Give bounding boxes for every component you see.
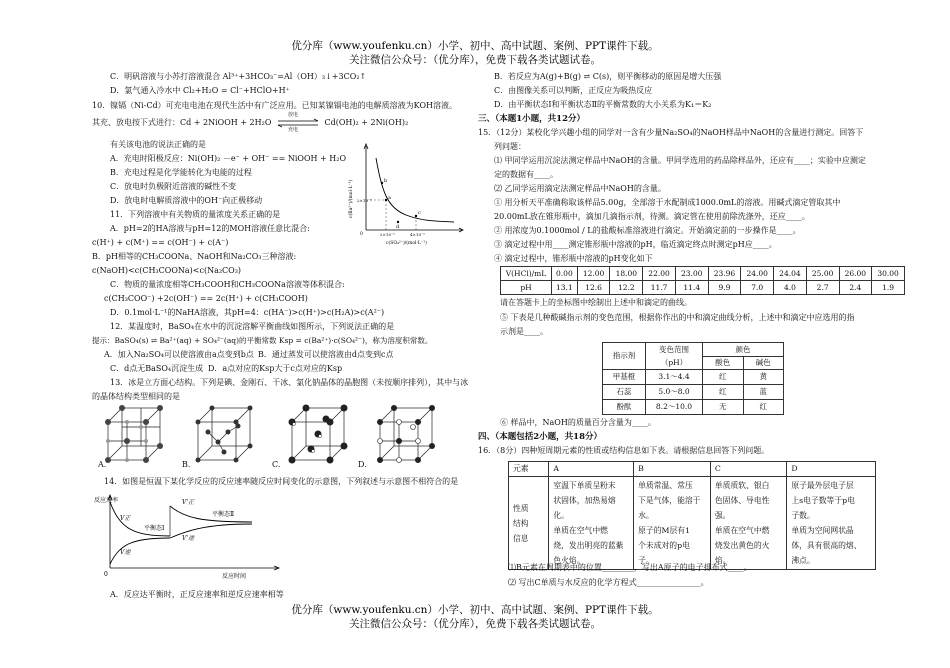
table-cell: 1.9 — [872, 281, 905, 295]
cell-line: 色固体、导电性 — [714, 496, 770, 505]
indicator-header-color: 颜色 — [703, 343, 784, 357]
header-line-1: 优分库（www.youfenku.cn）小学、初中、高中试题、案例、PPT课件下载。 — [291, 40, 659, 52]
q10-stem: 有关该电池的说法正确的是 — [110, 140, 206, 149]
cell-line: 单质常温、常压 — [638, 481, 693, 490]
element-header-d: D — [787, 462, 876, 477]
table-cell: 18.00 — [610, 267, 643, 281]
table-cell: 25.00 — [806, 267, 839, 281]
table-cell: 22.00 — [643, 267, 676, 281]
question-15-cont: 列问题： — [494, 142, 526, 151]
table-cell: 26.00 — [839, 267, 872, 281]
q15-part-1: ⑴ 甲同学运用沉淀法测定样品中NaOH的含量。甲同学选用的药品除样品外，还应有____；实验中应测定 — [494, 156, 866, 165]
row-label — [509, 477, 549, 570]
indicator-acid: 红 — [703, 370, 744, 385]
q16-part-2: ⑵ 写出C单质与水反应的化学方程式________________。 — [508, 578, 709, 587]
table-cell: 12.00 — [577, 267, 610, 281]
q15-step-5: ⑤ 下表是几种酸碱指示剂的变色范围，根据你作出的中和滴定曲线分析，上述中和滴定中应选用的指 — [500, 313, 855, 322]
table-cell: 30.00 — [872, 267, 905, 281]
element-d-info — [787, 477, 876, 570]
reversible-arrow — [274, 112, 322, 133]
q12-option-d: D．a点对应的Ksp大于c点对应的Ksp — [208, 364, 343, 373]
cell-line: 强。 — [714, 511, 731, 520]
footer-line-2: 关注微信公众号：（优分库），免费下载各类试题试卷。 — [349, 618, 601, 630]
q16-part-1: ⑴B元素在周期表中的位置________，写出A原子的电子排布式____。 — [508, 563, 752, 572]
row-label-line: 性质 — [513, 503, 529, 513]
baso4-solubility-graph — [346, 138, 468, 246]
section-3-title: 三、（本题1小题，共12分） — [478, 114, 585, 124]
element-info-row — [509, 477, 876, 570]
element-b-info — [634, 477, 711, 570]
x-tick-2: 4×10⁻⁵ — [410, 232, 425, 237]
indicator-name: 甲基橙 — [603, 370, 646, 385]
option-c-alum: C．明矾溶液与小苏打溶液混合 Al³⁺+3HCO₃⁻=Al（OH）₃↓+3CO₂↑ — [110, 72, 367, 81]
reaction-rate-graph — [92, 492, 282, 582]
q12-option-a: A．加入Na₂SO₄可以使溶液由a点变到b点 — [104, 350, 254, 359]
cell-line: 子。 — [638, 556, 654, 565]
crystal-a-icon — [102, 404, 166, 466]
origin-label: 0 — [360, 232, 363, 237]
q11-option-d: D．0.1mol·L⁻¹的NaHA溶液，其pH=4：c(HA⁻)>c(H⁺)>c(H₂A)>c(A²⁻) — [110, 308, 385, 317]
indicator-header-acid: 酸色 — [703, 356, 744, 370]
question-15: 15．（12分）某校化学兴趣小组的同学对一含有少量Na₂SO₄的NaOH样品中NaOH的含量进行测定。回答下 — [478, 128, 864, 137]
q10-option-a: A．充电时阳极反应：Ni(OH)₂ －e⁻ + OH⁻ == NiOOH + H₂O — [110, 154, 347, 163]
indicator-range: 3.1～4.4 — [646, 370, 703, 385]
q14-option-b: B．若反应为A(g)+B(g) ⇌ C(s)，则平衡移动的原因是增大压强 — [494, 72, 722, 81]
y-label-1: 反应速率 — [94, 497, 119, 504]
table-row-ph — [501, 281, 905, 295]
q12-option-b: B．通过蒸发可以使溶液由d点变到c点 — [258, 350, 394, 359]
table-cell: 4.0 — [774, 281, 807, 295]
table-cell: 0.00 — [552, 267, 578, 281]
table-header-volume: V(HCl)/mL — [501, 267, 552, 281]
cell-line: 单质质软、银白 — [714, 481, 770, 490]
cell-line: 下是气体，能溶于 — [638, 496, 701, 505]
q14-option-a: A．反应达平衡时，正反应速率和逆反应速率相等 — [110, 590, 284, 599]
cell-line: 单质在空气中燃 — [714, 526, 770, 535]
crystal-a-label: A. — [98, 460, 107, 469]
cell-line: 水。 — [638, 511, 654, 520]
cell-line: 色火焰。 — [553, 556, 585, 565]
indicator-acid: 无 — [703, 400, 744, 415]
cell-line: 子数。 — [791, 511, 815, 520]
row-label-line: 信息 — [513, 533, 529, 543]
cell-line: 原子的M层有1 — [638, 526, 691, 535]
indicator-header-range — [646, 343, 703, 370]
cell-line: 状固体，加热易熔 — [553, 496, 616, 505]
crystal-b-label: B. — [182, 460, 191, 469]
table-cell: 9.9 — [708, 281, 741, 295]
point-c — [415, 215, 417, 217]
element-c-info — [710, 477, 786, 570]
table-cell: 11.7 — [643, 281, 676, 295]
indicator-name: 酚酞 — [603, 400, 646, 415]
y-tick-1: 2×10⁻⁵ — [357, 198, 372, 203]
q11-option-b-eq: c(NaOH)<c(CH₃COONa)<c(Na₂CO₃) — [92, 266, 242, 275]
element-header-row — [509, 462, 876, 477]
table-cell: 23.00 — [675, 267, 708, 281]
cell-line: 化。 — [553, 511, 569, 520]
crystal-c-icon — [286, 404, 350, 466]
cell-line: 原子最外层电子层 — [791, 481, 854, 490]
range-label: 变色范围 — [659, 345, 689, 354]
q14-option-c: C．由图像关系可以判断，正反应为吸热反应 — [494, 86, 653, 95]
x-axis-label: c(SO₄²⁻)/(mol·L⁻¹) — [386, 241, 427, 246]
indicator-header-base: 碱色 — [743, 356, 784, 370]
table-cell: 23.96 — [708, 267, 741, 281]
q15-step-3: ③ 滴定过程中用____测定锥形瓶中溶液的pH，临近滴定终点时测定pH应____。 — [494, 240, 777, 249]
point-b — [381, 182, 383, 184]
point-d — [397, 221, 399, 223]
element-header: 元素 — [509, 462, 549, 477]
label-a: a — [388, 195, 391, 201]
indicator-range: 8.2～10.0 — [646, 400, 703, 415]
range-unit: （pH） — [660, 358, 688, 367]
row-label-line: 结构 — [513, 518, 529, 528]
arrow-bottom-label: 充电 — [287, 127, 298, 133]
q11-option-a: A．pH=2的HA溶液与pH=12的MOH溶液任意比混合: — [110, 224, 310, 233]
crystal-c-label: C. — [272, 460, 281, 469]
eq-left: 其充、放电按下式进行：Cd + 2NiOOH + 2H₂O — [92, 118, 272, 127]
q15-part-1-cont: 定的数据有____。 — [494, 170, 558, 179]
indicator-header-row — [603, 343, 784, 357]
question-13: 13．冰是立方面心结构。下列是碘、金刚石、干冰、氯化钠晶体的晶胞图（未按顺序排列），其中与冰 — [110, 378, 469, 387]
cell-line: 单质为空间网状晶 — [791, 526, 854, 535]
q15-plot-instruction: 请在答题卡上的坐标图中绘制出上述中和滴定的曲线。 — [500, 298, 692, 307]
cell-line: 沸点。 — [791, 556, 815, 565]
q12-hint: 提示：BaSO₄(s) ⇌ Ba²⁺(aq) + SO₄²⁻(aq)的平衡常数 Ksp = c(Ba²⁺)·c(SO₄²⁻)，称为溶度积常数。 — [92, 336, 433, 345]
q15-step-4: ④ 滴定过程中，锥形瓶中溶液的pH变化如下 — [494, 254, 653, 263]
cell-line: 个未成对的p电 — [638, 541, 690, 550]
q15-step-2: ② 用浓度为0.1000mol / L的盐酸标准溶液进行滴定。开始滴定前的一步操作是____。 — [494, 226, 801, 235]
table-cell: 7.0 — [741, 281, 774, 295]
point-a — [385, 199, 387, 201]
element-header-a: A — [549, 462, 634, 477]
table-cell: 11.4 — [675, 281, 708, 295]
q11-option-b: B．pH相等的CH₃COONa、NaOH和Na₂CO₃三种溶液: — [92, 252, 297, 261]
label-d: d — [396, 224, 400, 230]
element-header-b: B — [634, 462, 711, 477]
question-16: 16．（8分）四种短周期元素的性质或结构信息如下表。请根据信息回答下列问题。 — [478, 446, 770, 455]
crystal-structures — [92, 404, 452, 474]
eq-state-1: 平衡态Ⅰ — [144, 525, 165, 532]
crystal-b-icon — [192, 404, 256, 466]
q14-option-d: D．由平衡状态Ⅰ和平衡状态Ⅱ的平衡常数的大小关系为K₁＝K₂ — [494, 100, 712, 109]
origin-label-14: 0 — [104, 571, 108, 578]
q11-option-c: C．物质的量浓度相等CH₃COOH和CH₃COONa溶液等体积混合: — [110, 280, 345, 289]
question-11: 11．下列溶液中有关物质的量浓度关系正确的是 — [110, 210, 281, 219]
cell-line: 上s电子数等于p电 — [791, 496, 855, 505]
table-cell: 13.1 — [552, 281, 578, 295]
table-row — [603, 370, 784, 385]
q15-part-2: ⑵ 乙同学运用滴定法测定样品中NaOH的含量。 — [494, 184, 666, 193]
x-tick-1: 2×10⁻⁵ — [380, 232, 395, 237]
q15-step-1: ① 用分析天平准确称取该样品5.00g，全部溶于水配制成1000.0mL的溶液。用碱式滴定管取其中 — [494, 198, 841, 207]
table-header-ph: pH — [501, 281, 552, 295]
cell-line: 烧发出黄色的火 — [714, 541, 770, 550]
q10-option-c: C．放电时负极附近溶液的碱性不变 — [110, 182, 237, 191]
indicator-name: 石蕊 — [603, 385, 646, 400]
v-reverse-label: V逆 — [120, 549, 131, 556]
q11-option-c-eq: c(CH₃COO⁻) +2c(OH⁻) == 2c(H⁺) + c(CH₃COOH) — [104, 294, 308, 303]
v-forward-prime: V'正 — [182, 499, 194, 506]
q15-step-6: ⑥ 样品中，NaOH的质量百分含量为____。 — [500, 418, 656, 427]
table-cell: 2.4 — [839, 281, 872, 295]
indicator-base: 黄 — [743, 370, 784, 385]
table-cell: 2.7 — [806, 281, 839, 295]
indicator-base: 蓝 — [743, 385, 784, 400]
crystal-d-label: D. — [358, 460, 367, 469]
question-10: 10．镍镉（Ni-Cd）可充电电池在现代生活中有广泛应用。已知某镍镉电池的电解质溶液为KOH溶液。 — [92, 101, 457, 110]
label-b: b — [384, 178, 388, 184]
v-forward-label: V正 — [120, 515, 131, 522]
indicator-table — [602, 342, 784, 415]
q10-option-b: B．充电过程是化学能转化为电能的过程 — [110, 168, 252, 177]
table-row — [603, 385, 784, 400]
question-13-cont: 的晶体结构类型相同的是 — [92, 392, 180, 401]
table-row-volume — [501, 267, 905, 281]
q15-step-1-cont: 20.00mL放在锥形瓶中，滴加几滴指示剂，待测。滴定管在使用前除洗涤外，还应____。 — [494, 212, 810, 221]
indicator-acid: 红 — [703, 385, 744, 400]
q15-step-5-cont: 示剂是____。 — [500, 327, 548, 336]
arrow-top-label: 放电 — [287, 112, 298, 118]
eq-state-2: 平衡态Ⅱ — [212, 511, 235, 518]
cell-line: 室温下单质呈粉末 — [553, 481, 616, 490]
y-axis-label: c(Ba²⁺)/(mol·L⁻¹) — [349, 179, 354, 218]
indicator-base: 红 — [743, 400, 784, 415]
x-label-14: 反应时间 — [222, 573, 247, 580]
q12-option-c: C．d点无BaSO₄沉淀生成 — [110, 364, 204, 373]
footer-line-1: 优分库（www.youfenku.cn）小学、初中、高中试题、案例、PPT课件下载。 — [291, 604, 659, 616]
q10-option-d: D．放电时电解质溶液中的OH⁻向正极移动 — [110, 196, 263, 205]
section-4-title: 四、（本题包括2小题，共18分） — [478, 432, 602, 442]
element-header-c: C — [710, 462, 786, 477]
indicator-header-name: 指示剂 — [603, 343, 646, 370]
cell-line: 焰。 — [714, 556, 731, 565]
q11-option-a-eq: c(H⁺) + c(M⁺) == c(OH⁻) + c(A⁻) — [92, 238, 229, 247]
indicator-range: 5.0～8.0 — [646, 385, 703, 400]
crystal-d-icon — [374, 404, 438, 466]
cell-line: 体，具有很高的熔、 — [791, 541, 862, 550]
eq-right: Cd(OH)₂ + 2Ni(OH)₂ — [324, 118, 409, 127]
element-info-table — [508, 461, 876, 570]
question-14: 14．如图是恒温下某化学反应的反应速率随反应时间变化的示意图，下列叙述与示意图不相符合的是 — [104, 477, 459, 486]
v-reverse-prime: V'逆 — [182, 535, 194, 542]
label-c: c — [418, 210, 421, 216]
question-10-equation — [92, 112, 409, 133]
titration-table — [500, 266, 905, 295]
cell-line: 单质在空气中燃 — [553, 526, 608, 535]
table-cell: 12.2 — [610, 281, 643, 295]
table-cell: 24.00 — [741, 267, 774, 281]
question-12: 12．某温度时，BaSO₄在水中的沉淀溶解平衡曲线如图所示，下列说法正确的是 — [110, 322, 395, 331]
header-line-2: 关注微信公众号：（优分库），免费下载各类试题试卷。 — [349, 54, 601, 66]
element-a-info — [549, 477, 634, 570]
table-cell: 24.04 — [774, 267, 807, 281]
cell-line: 烧，发出明亮的蓝紫 — [553, 541, 624, 550]
table-row — [603, 400, 784, 415]
option-d-chlorine: D．氯气通入冷水中 Cl₂+H₂O = Cl⁻+HClO+H⁺ — [110, 86, 290, 95]
table-cell: 12.6 — [577, 281, 610, 295]
